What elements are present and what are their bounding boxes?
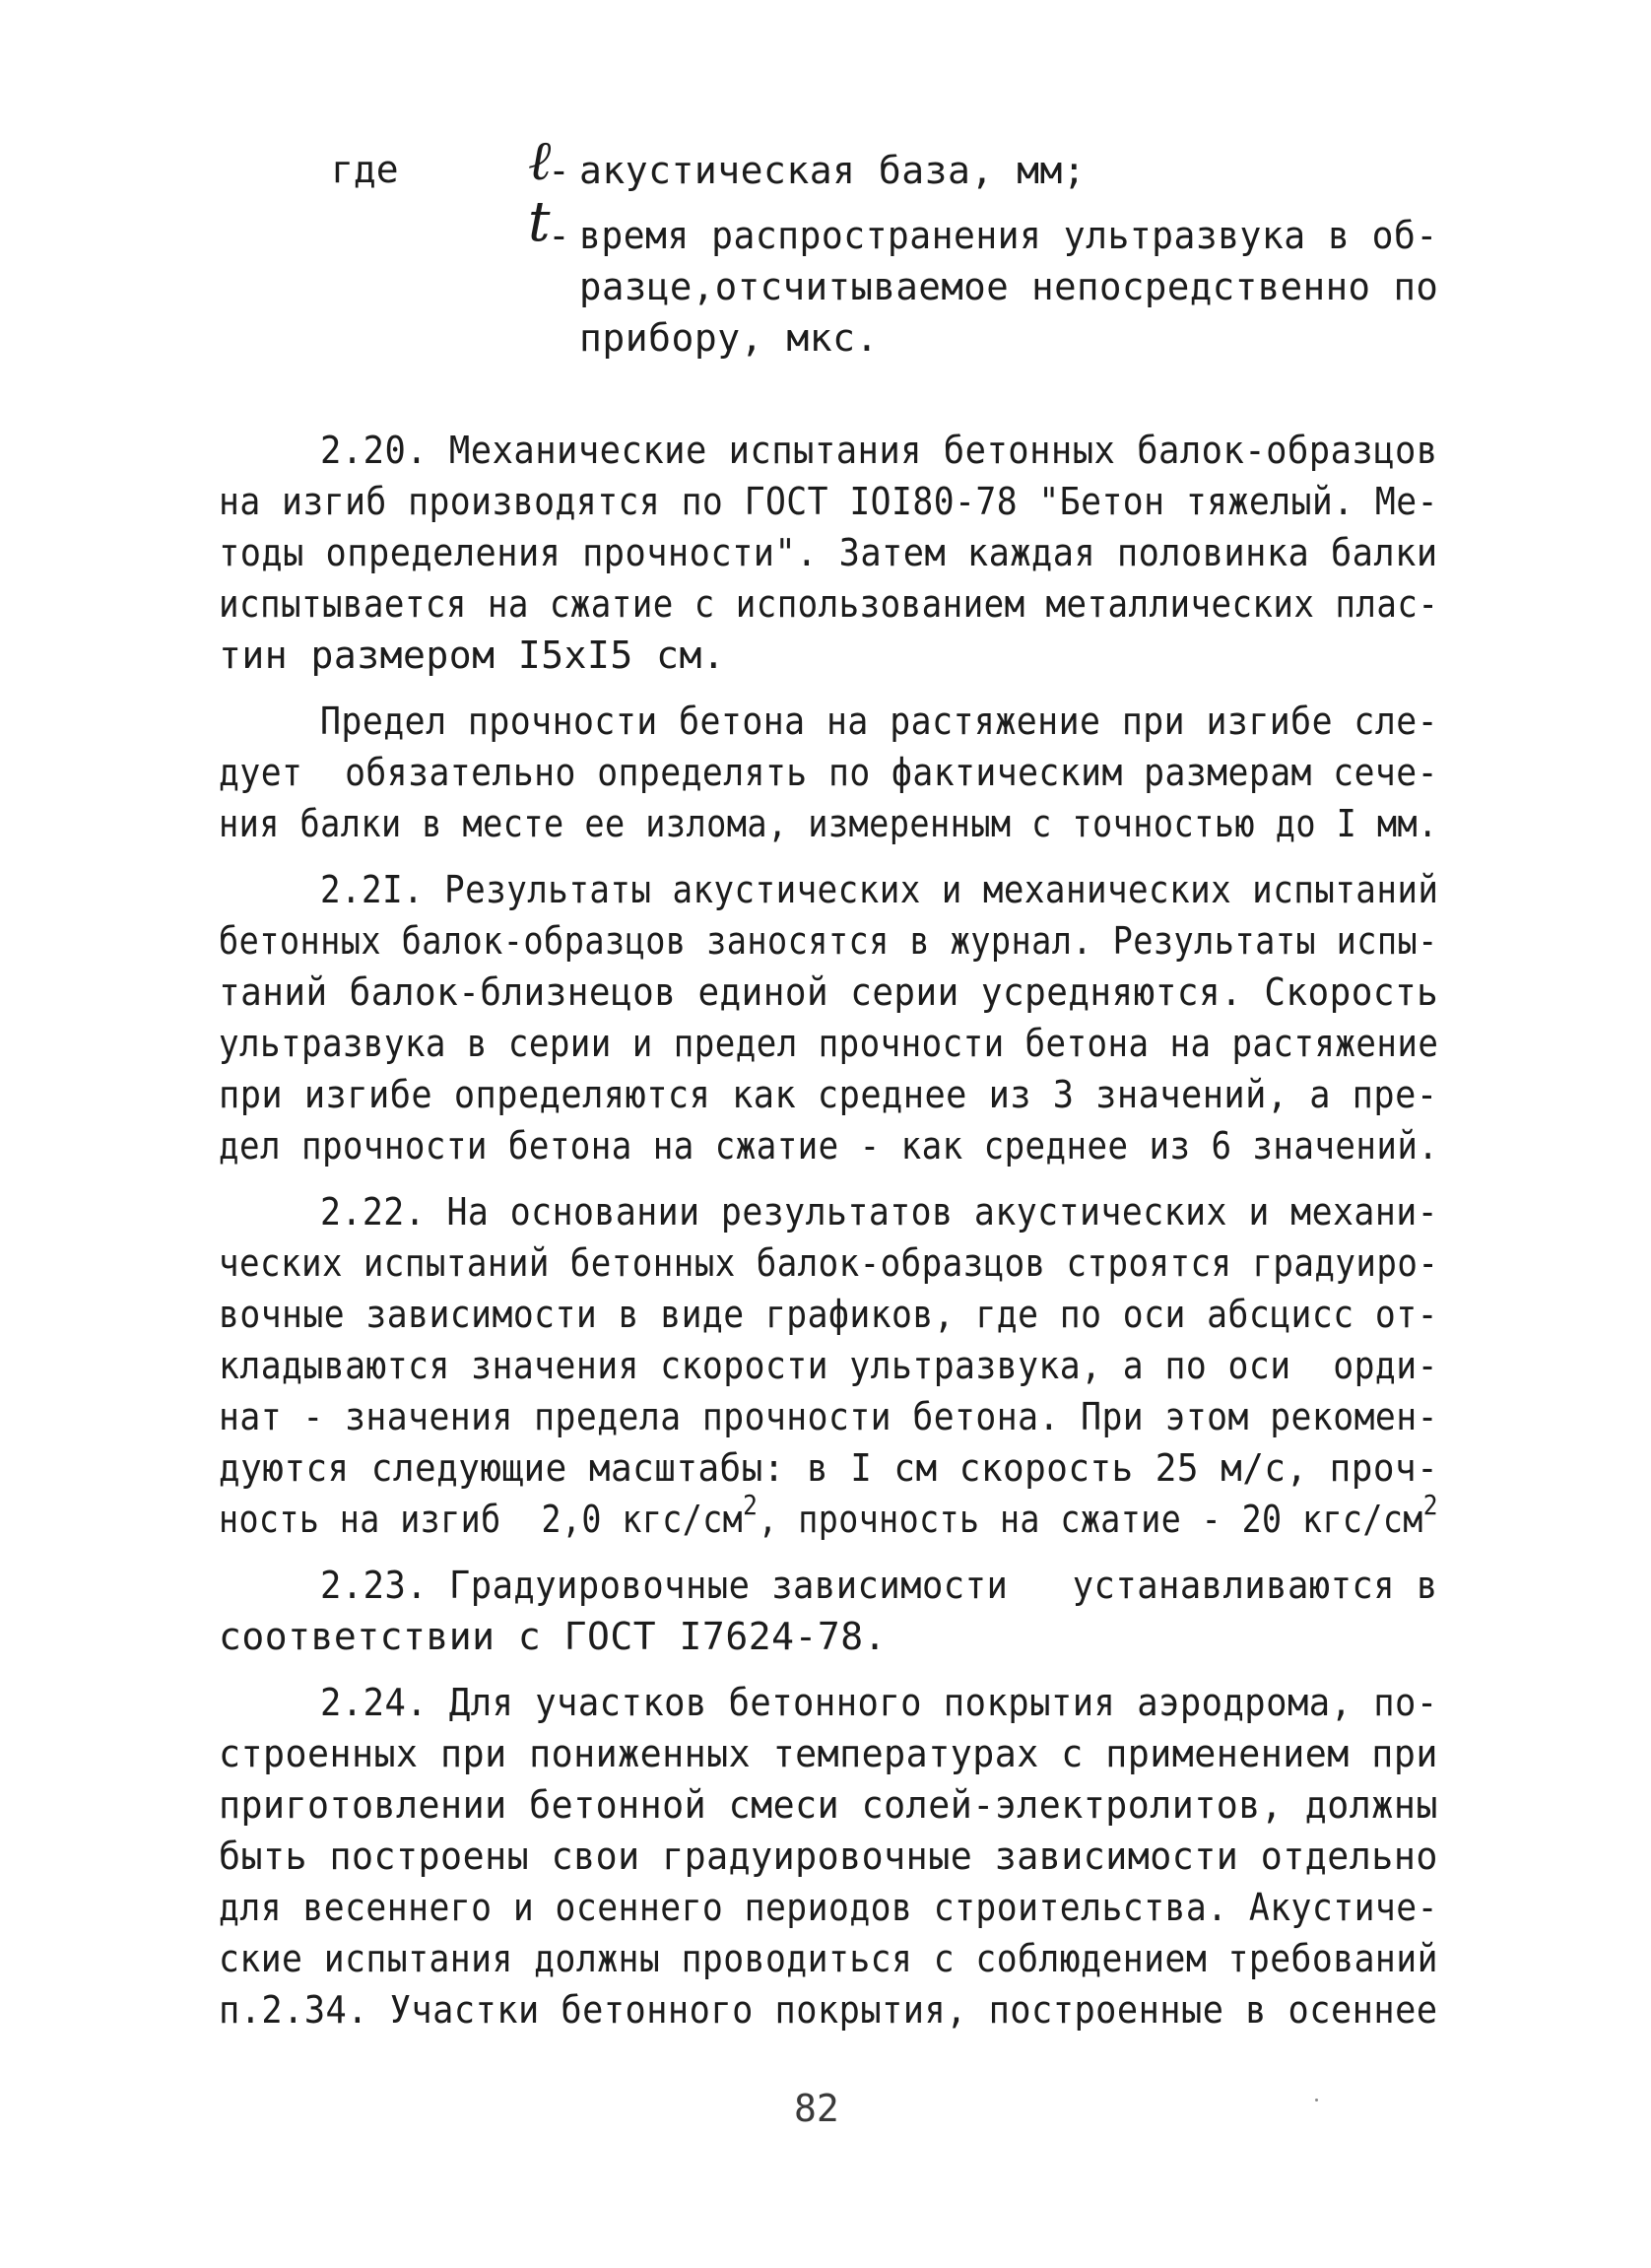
- paragraph-line: Предел прочности бетона на растяжение при изгибе сле-: [320, 700, 1439, 743]
- superscript: 2: [1422, 1489, 1438, 1521]
- paragraph-line: 2.24. Для участков бетонного покрытия аэродрома, по-: [320, 1681, 1438, 1724]
- paragraph-line: тоды определения прочности". Затем каждая половинка балки: [219, 531, 1438, 574]
- definition-line: акустическая база, мм;: [579, 149, 1087, 192]
- paragraph-line: ческих испытаний бетонных балок-образцов строятся градуиро-: [219, 1241, 1439, 1285]
- line-text: , прочность на сжатие - 20 кгс/см: [758, 1498, 1423, 1541]
- paragraph-line: тин размером I5xI5 см.: [219, 634, 726, 677]
- line-text: ность на изгиб 2,0 кгс/см: [219, 1498, 744, 1541]
- paragraph-line: для весеннего и осеннего периодов строительства. Акустиче-: [219, 1886, 1438, 1929]
- definition-line: прибору, мкс.: [579, 316, 879, 360]
- definition-line: время распространения ультразвука в об-: [579, 214, 1438, 257]
- paragraph-line: испытывается на сжатие с использованием металлических плас-: [219, 582, 1439, 626]
- paragraph-line: кладываются значения скорости ультразвука, а по оси орди-: [219, 1344, 1438, 1387]
- paragraph-line: 2.23. Градуировочные зависимости устанавливаются в: [320, 1564, 1438, 1607]
- paragraph-line: соответствии с ГОСТ I7624-78.: [219, 1615, 887, 1658]
- paragraph-line: п.2.34. Участки бетонного покрытия, построенные в осеннее: [219, 1988, 1438, 2032]
- scan-speck: [1315, 2099, 1318, 2101]
- paragraph-line: таний балок-близнецов единой серии усредняются. Скорость: [219, 970, 1439, 1014]
- paragraph-line: дует обязательно определять по фактическим размерам сече-: [219, 751, 1438, 794]
- paragraph-line: на изгиб производятся по ГОСТ IOI80-78 "Бетон тяжелый. Ме-: [219, 480, 1438, 523]
- paragraph-line: вочные зависимости в виде графиков, где по оси абсцисс от-: [219, 1293, 1438, 1336]
- paragraph-line: 2.22. На основании результатов акустических и механи-: [320, 1190, 1439, 1234]
- paragraph-line: 2.20. Механические испытания бетонных балок-образцов: [320, 429, 1438, 472]
- paragraph-line: быть построены свои градуировочные зависимости отдельно: [219, 1834, 1438, 1878]
- dash: -: [548, 214, 570, 257]
- page-number: 82: [794, 2087, 839, 2130]
- paragraph-line: приготовлении бетонной смеси солей-электролитов, должны: [219, 1783, 1438, 1827]
- paragraph-line: строенных при пониженных температурах с применением при: [219, 1732, 1438, 1775]
- paragraph-line: бетонных балок-образцов заносятся в журнал. Результаты испы-: [219, 919, 1438, 963]
- paragraph-line: ские испытания должны проводиться с соблюдением требований: [219, 1937, 1438, 1980]
- dash: -: [548, 149, 570, 192]
- paragraph-line: дуются следующие масштабы: в I см скорость 25 м/с, проч-: [219, 1446, 1439, 1490]
- paragraph-line: нат - значения предела прочности бетона. При этом рекомен-: [219, 1395, 1438, 1438]
- paragraph-line: ультразвука в серии и предел прочности бетона на растяжение: [219, 1022, 1439, 1065]
- definition-line: разце,отсчитываемое непосредственно по: [579, 265, 1439, 308]
- paragraph-line: ния балки в месте ее излома, измеренным с точностью до I мм.: [219, 802, 1438, 845]
- where-word: где: [331, 148, 399, 191]
- paragraph-line: дел прочности бетона на сжатие - как среднее из 6 значений.: [219, 1124, 1439, 1167]
- paragraph-line: 2.2I. Результаты акустических и механических испытаний: [320, 868, 1439, 911]
- symbol-l: ℓ: [528, 129, 552, 193]
- symbol-t: t: [528, 190, 551, 254]
- superscript: 2: [743, 1489, 759, 1521]
- paragraph-line: при изгибе определяются как среднее из 3 значений, а пре-: [219, 1073, 1438, 1116]
- paragraph-line-with-units: [219, 1489, 1438, 1541]
